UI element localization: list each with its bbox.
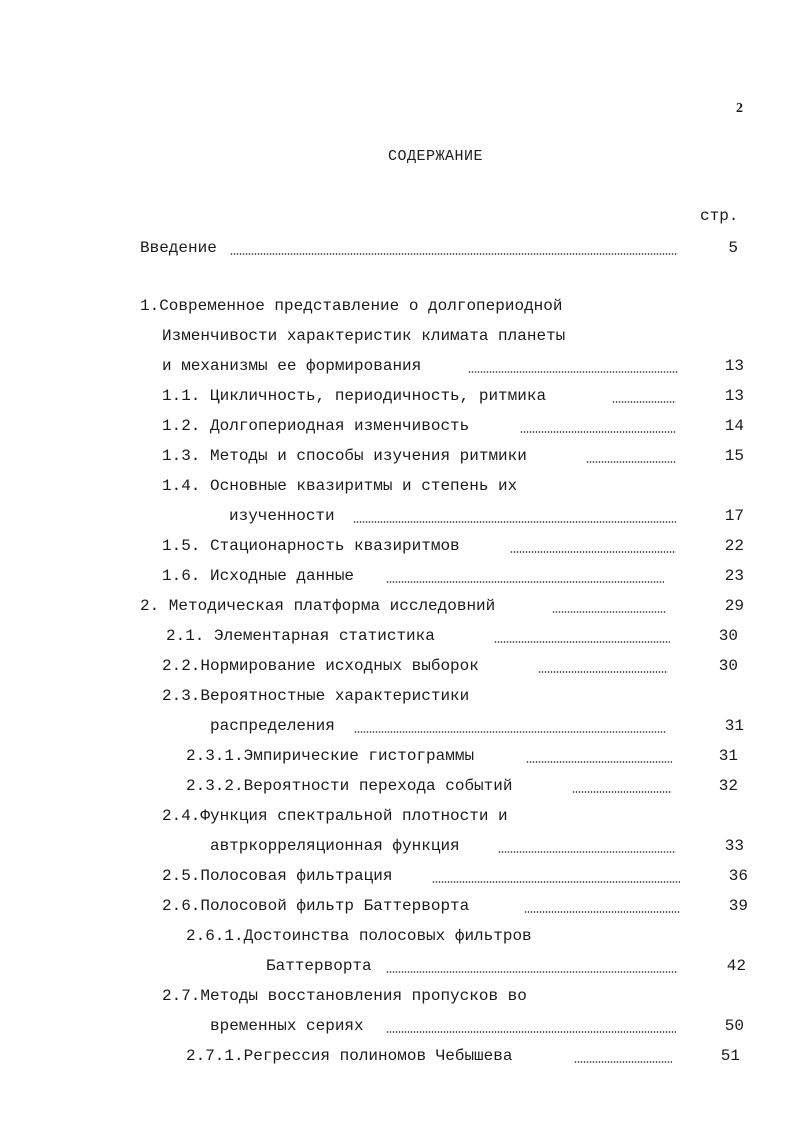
toc-entry[interactable] (186, 743, 672, 769)
page-column-label: стр. (700, 207, 739, 225)
toc-entry-page: 31 (724, 717, 744, 735)
toc-entry-title: 1.3. Методы и способы изучения ритмики (162, 447, 527, 465)
toc-entry-title-line: 2.3.Вероятностные характеристики (162, 687, 470, 705)
toc-entry-page: 13 (724, 387, 744, 405)
toc-entry-title: Баттерворта (266, 957, 372, 975)
toc-entry[interactable] (162, 653, 668, 679)
toc-entry-page: 5 (728, 239, 738, 257)
toc-entry-title: 1.1. Цикличность, периодичность, ритмика (162, 387, 547, 405)
toc-entry-title-line: 2.6.1.Достоинства полосовых фильтров (186, 927, 532, 945)
toc-entry-page: 23 (724, 567, 744, 585)
toc-entry[interactable] (162, 863, 680, 889)
toc-entry-page: 17 (724, 507, 744, 525)
toc-entry[interactable] (210, 1013, 676, 1039)
toc-entry-title: 2.2.Нормирование исходных выборок (162, 657, 479, 675)
toc-entry-page: 15 (724, 447, 744, 465)
toc-entry-page: 31 (718, 747, 738, 765)
toc-entry-page: 39 (728, 897, 748, 915)
toc-entry-page: 29 (724, 597, 744, 615)
toc-entry-title: 2.3.2.Вероятности перехода событий (186, 777, 513, 795)
toc-entry-title: и механизмы ее формирования (162, 357, 422, 375)
toc-entry-page: 42 (726, 957, 746, 975)
toc-entry[interactable] (162, 413, 676, 439)
toc-entry-title-line: 1.Современное представление о долгопериодной (140, 297, 563, 315)
toc-entry[interactable] (162, 563, 664, 589)
toc-entry[interactable] (266, 953, 678, 979)
toc-entry-page: 13 (724, 357, 744, 375)
toc-entry-page: 50 (724, 1017, 744, 1035)
toc-entry-title-line: Изменчивости характеристик климата планеты (162, 327, 566, 345)
toc-entry[interactable] (162, 353, 678, 379)
toc-entry-page: 30 (718, 657, 738, 675)
toc-entry-title: 1.2. Долгопериодная изменчивость (162, 417, 470, 435)
toc-title: СОДЕРЖАНИЕ (388, 148, 484, 165)
toc-entry[interactable] (162, 533, 676, 559)
toc-entry[interactable] (140, 593, 666, 619)
toc-entry[interactable] (166, 623, 670, 649)
toc-entry-title: 2.7.1.Регрессия полиномов Чебышева (186, 1047, 513, 1065)
toc-entry-title-line: 1.4. Основные квазиритмы и степень их (162, 477, 518, 495)
toc-entry-title: 1.5. Стационарность квазиритмов (162, 537, 460, 555)
toc-entry-title: 2.5.Полосовая фильтрация (162, 867, 393, 885)
toc-entry[interactable] (162, 893, 680, 919)
toc-entry[interactable] (210, 713, 666, 739)
toc-entry-title: изученности (229, 507, 335, 525)
toc-entry-title: автркорреляционная функция (210, 837, 460, 855)
toc-entry-page: 30 (718, 627, 738, 645)
toc-entry-page: 36 (728, 867, 748, 885)
toc-entry-page: 51 (720, 1047, 740, 1065)
toc-entry-title: 2. Методическая платформа исследовний (140, 597, 496, 615)
toc-entry-title: 1.6. Исходные данные (162, 567, 355, 585)
toc-entry-title: распределения (210, 717, 335, 735)
toc-entry-title-line: 2.7.Методы восстановления пропусков во (162, 987, 527, 1005)
toc-entry[interactable] (140, 235, 678, 261)
toc-entry-title-line: 2.4.Функция спектральной плотности и (162, 807, 508, 825)
toc-entry[interactable] (162, 383, 676, 409)
toc-entry-title: 2.1. Элементарная статистика (166, 627, 435, 645)
toc-entry[interactable] (186, 773, 672, 799)
toc-entry[interactable] (229, 503, 676, 529)
toc-entry-title: 2.3.1.Эмпирические гистограммы (186, 747, 475, 765)
toc-entry-page: 33 (724, 837, 744, 855)
toc-entry-title: 2.6.Полосовой фильтр Баттерворта (162, 897, 470, 915)
toc-entry[interactable] (162, 443, 676, 469)
toc-entry-page: 22 (724, 537, 744, 555)
toc-entry-page: 32 (718, 777, 738, 795)
toc-entry-title: Введение (140, 239, 217, 257)
page-number: 2 (736, 101, 743, 116)
toc-entry[interactable] (210, 833, 676, 859)
toc-entry[interactable] (186, 1043, 672, 1069)
toc-entry-page: 14 (724, 417, 744, 435)
toc-entry-title: временных сериях (210, 1017, 364, 1035)
